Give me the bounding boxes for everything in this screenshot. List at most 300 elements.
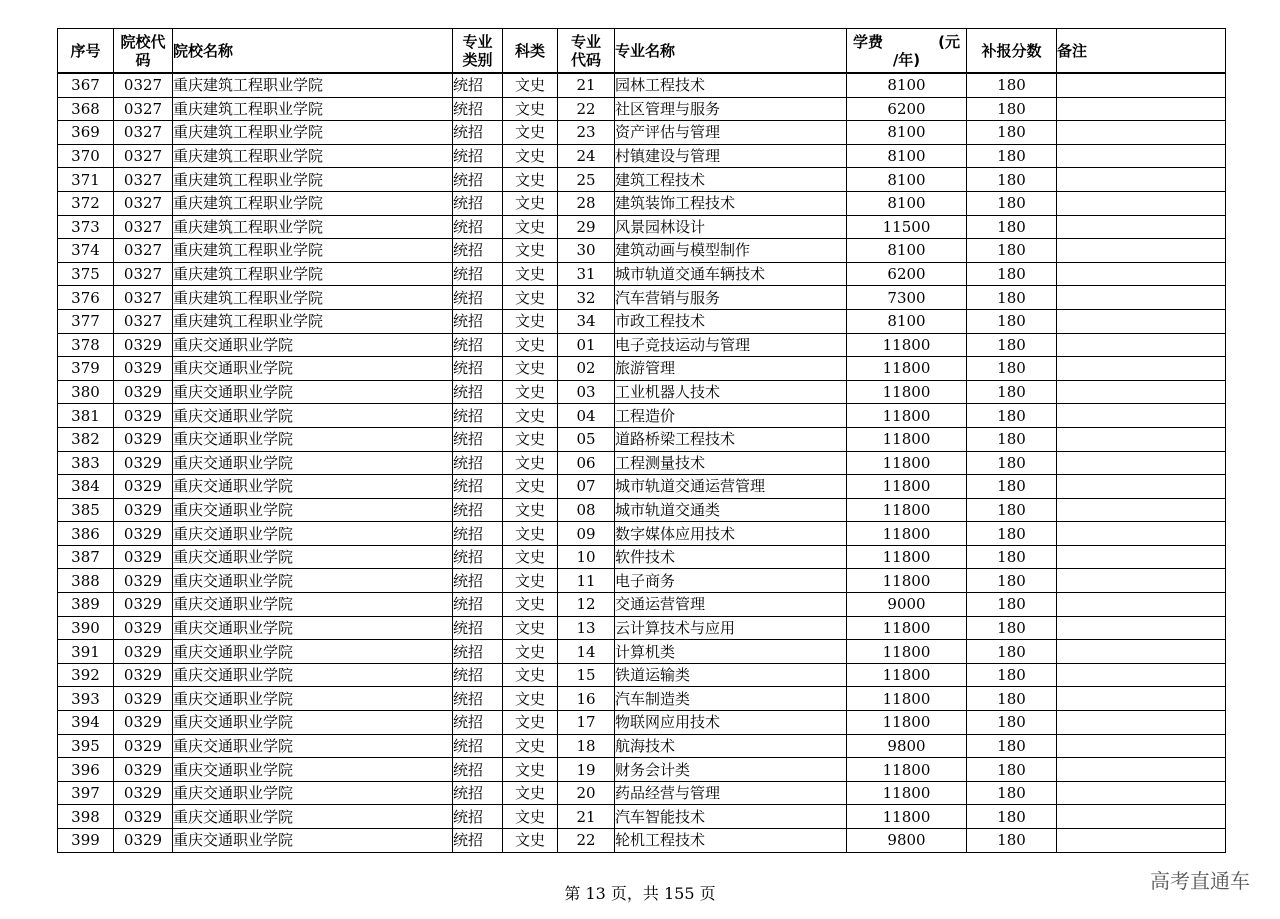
cell-major-code: 03: [558, 380, 615, 404]
table-row: [58, 475, 1226, 499]
table-row: [58, 191, 1226, 215]
cell-major-name: 物联网应用技术: [615, 711, 847, 735]
cell-remark: [1057, 475, 1226, 499]
cell-major-code: 12: [558, 593, 615, 617]
cell-seq: 391: [58, 640, 114, 664]
cell-subject: 文史: [503, 829, 558, 853]
cell-subject: 文史: [503, 475, 558, 499]
table-row: [58, 805, 1226, 829]
header-school-code-line2: 码: [135, 50, 151, 69]
cell-category: 统招: [453, 593, 503, 617]
cell-major-name: 交通运营管理: [615, 593, 847, 617]
cell-major-code: 22: [558, 829, 615, 853]
cell-major-code: 21: [558, 73, 615, 97]
cell-subject: 文史: [503, 380, 558, 404]
cell-subject: 文史: [503, 616, 558, 640]
table-row: [58, 734, 1226, 758]
cell-school-code: 0329: [114, 687, 173, 711]
cell-fee: 9800: [847, 734, 967, 758]
cell-school-name: 重庆交通职业学院: [173, 640, 453, 664]
cell-school-name: 重庆交通职业学院: [173, 404, 453, 428]
cell-remark: [1057, 73, 1226, 97]
cell-seq: 397: [58, 781, 114, 805]
cell-fee: 8100: [847, 73, 967, 97]
table-row: [58, 357, 1226, 381]
cell-fee: 11800: [847, 475, 967, 499]
table-row: [58, 144, 1226, 168]
table-row: [58, 663, 1226, 687]
cell-remark: [1057, 663, 1226, 687]
cell-category: 统招: [453, 309, 503, 333]
cell-seq: 367: [58, 73, 114, 97]
cell-school-name: 重庆交通职业学院: [173, 357, 453, 381]
cell-fee: 11800: [847, 569, 967, 593]
cell-seq: 398: [58, 805, 114, 829]
cell-school-name: 重庆交通职业学院: [173, 781, 453, 805]
cell-fee: 7300: [847, 286, 967, 310]
cell-remark: [1057, 758, 1226, 782]
cell-major-name: 铁道运输类: [615, 663, 847, 687]
cell-subject: 文史: [503, 498, 558, 522]
header-major-name: 专业名称: [615, 29, 847, 74]
cell-school-name: 重庆交通职业学院: [173, 805, 453, 829]
cell-subject: 文史: [503, 404, 558, 428]
header-major-code-line2: 代码: [570, 50, 601, 69]
header-major-code: [558, 29, 615, 74]
cell-score: 180: [967, 805, 1057, 829]
table-body: [58, 73, 1226, 852]
cell-score: 180: [967, 286, 1057, 310]
cell-category: 统招: [453, 73, 503, 97]
table-row: [58, 239, 1226, 263]
cell-subject: 文史: [503, 309, 558, 333]
cell-major-name: 风景园林设计: [615, 215, 847, 239]
cell-score: 180: [967, 121, 1057, 145]
cell-score: 180: [967, 498, 1057, 522]
cell-major-code: 18: [558, 734, 615, 758]
header-category-line2: 类别: [462, 50, 493, 69]
cell-school-code: 0327: [114, 144, 173, 168]
cell-remark: [1057, 239, 1226, 263]
cell-major-code: 08: [558, 498, 615, 522]
cell-fee: 11800: [847, 333, 967, 357]
cell-subject: 文史: [503, 73, 558, 97]
cell-seq: 383: [58, 451, 114, 475]
cell-score: 180: [967, 333, 1057, 357]
cell-major-name: 工程测量技术: [615, 451, 847, 475]
table-row: [58, 309, 1226, 333]
cell-remark: [1057, 215, 1226, 239]
table-row: [58, 73, 1226, 97]
cell-major-name: 计算机类: [615, 640, 847, 664]
cell-category: 统招: [453, 191, 503, 215]
cell-seq: 396: [58, 758, 114, 782]
cell-school-code: 0329: [114, 357, 173, 381]
cell-major-code: 02: [558, 357, 615, 381]
cell-category: 统招: [453, 498, 503, 522]
cell-major-name: 工业机器人技术: [615, 380, 847, 404]
cell-seq: 388: [58, 569, 114, 593]
cell-school-code: 0327: [114, 168, 173, 192]
cell-category: 统招: [453, 168, 503, 192]
cell-seq: 387: [58, 545, 114, 569]
cell-score: 180: [967, 73, 1057, 97]
cell-school-code: 0329: [114, 640, 173, 664]
cell-major-code: 14: [558, 640, 615, 664]
cell-subject: 文史: [503, 144, 558, 168]
cell-category: 统招: [453, 805, 503, 829]
cell-category: 统招: [453, 121, 503, 145]
cell-school-name: 重庆交通职业学院: [173, 451, 453, 475]
cell-school-name: 重庆交通职业学院: [173, 569, 453, 593]
cell-seq: 377: [58, 309, 114, 333]
cell-school-name: 重庆交通职业学院: [173, 333, 453, 357]
table-row: [58, 829, 1226, 853]
header-fee: [847, 29, 967, 74]
cell-remark: [1057, 545, 1226, 569]
header-remark: 备注: [1057, 29, 1226, 74]
cell-major-code: 24: [558, 144, 615, 168]
cell-school-name: 重庆交通职业学院: [173, 734, 453, 758]
cell-category: 统招: [453, 616, 503, 640]
cell-major-code: 20: [558, 781, 615, 805]
cell-school-name: 重庆建筑工程职业学院: [173, 97, 453, 121]
cell-seq: 380: [58, 380, 114, 404]
cell-subject: 文史: [503, 663, 558, 687]
cell-score: 180: [967, 829, 1057, 853]
cell-major-name: 旅游管理: [615, 357, 847, 381]
cell-score: 180: [967, 640, 1057, 664]
cell-fee: 11800: [847, 380, 967, 404]
table-row: [58, 545, 1226, 569]
cell-remark: [1057, 687, 1226, 711]
cell-category: 统招: [453, 781, 503, 805]
cell-remark: [1057, 829, 1226, 853]
cell-subject: 文史: [503, 569, 558, 593]
cell-fee: 11800: [847, 663, 967, 687]
cell-subject: 文史: [503, 121, 558, 145]
header-category-line1: 专业: [462, 32, 493, 51]
cell-subject: 文史: [503, 758, 558, 782]
cell-major-name: 城市轨道交通车辆技术: [615, 262, 847, 286]
cell-fee: 11800: [847, 687, 967, 711]
table-row: [58, 168, 1226, 192]
cell-fee: 11800: [847, 522, 967, 546]
cell-subject: 文史: [503, 333, 558, 357]
cell-score: 180: [967, 191, 1057, 215]
cell-school-code: 0329: [114, 475, 173, 499]
cell-category: 统招: [453, 333, 503, 357]
cell-major-code: 05: [558, 427, 615, 451]
cell-fee: 6200: [847, 262, 967, 286]
cell-seq: 392: [58, 663, 114, 687]
cell-score: 180: [967, 404, 1057, 428]
table-row: [58, 427, 1226, 451]
cell-subject: 文史: [503, 286, 558, 310]
cell-score: 180: [967, 357, 1057, 381]
header-subject: 科类: [503, 29, 558, 74]
cell-major-code: 22: [558, 97, 615, 121]
table-row: [58, 781, 1226, 805]
cell-major-name: 市政工程技术: [615, 309, 847, 333]
cell-subject: 文史: [503, 215, 558, 239]
cell-score: 180: [967, 309, 1057, 333]
table-row: [58, 498, 1226, 522]
cell-category: 统招: [453, 380, 503, 404]
cell-subject: 文史: [503, 781, 558, 805]
cell-school-name: 重庆交通职业学院: [173, 545, 453, 569]
cell-major-code: 07: [558, 475, 615, 499]
table-row: [58, 758, 1226, 782]
header-category: [453, 29, 503, 74]
cell-major-code: 09: [558, 522, 615, 546]
header-fee-unit-close: /年): [892, 50, 921, 69]
cell-school-code: 0329: [114, 758, 173, 782]
table-row: [58, 569, 1226, 593]
cell-seq: 379: [58, 357, 114, 381]
cell-subject: 文史: [503, 640, 558, 664]
cell-major-code: 28: [558, 191, 615, 215]
cell-category: 统招: [453, 357, 503, 381]
cell-seq: 390: [58, 616, 114, 640]
cell-fee: 11800: [847, 616, 967, 640]
cell-major-name: 数字媒体应用技术: [615, 522, 847, 546]
cell-major-code: 15: [558, 663, 615, 687]
cell-remark: [1057, 734, 1226, 758]
cell-major-code: 04: [558, 404, 615, 428]
header-score: 补报分数: [967, 29, 1057, 74]
cell-school-name: 重庆交通职业学院: [173, 593, 453, 617]
cell-fee: 9800: [847, 829, 967, 853]
cell-remark: [1057, 593, 1226, 617]
cell-remark: [1057, 309, 1226, 333]
cell-remark: [1057, 380, 1226, 404]
cell-school-name: 重庆建筑工程职业学院: [173, 262, 453, 286]
cell-remark: [1057, 286, 1226, 310]
cell-school-code: 0329: [114, 663, 173, 687]
cell-major-code: 11: [558, 569, 615, 593]
cell-remark: [1057, 97, 1226, 121]
cell-school-code: 0329: [114, 616, 173, 640]
cell-seq: 386: [58, 522, 114, 546]
cell-subject: 文史: [503, 805, 558, 829]
cell-seq: 373: [58, 215, 114, 239]
cell-score: 180: [967, 545, 1057, 569]
cell-seq: 368: [58, 97, 114, 121]
cell-school-code: 0327: [114, 262, 173, 286]
cell-major-name: 道路桥梁工程技术: [615, 427, 847, 451]
cell-major-name: 云计算技术与应用: [615, 616, 847, 640]
table-row: [58, 640, 1226, 664]
cell-category: 统招: [453, 569, 503, 593]
cell-score: 180: [967, 380, 1057, 404]
cell-remark: [1057, 121, 1226, 145]
cell-major-code: 19: [558, 758, 615, 782]
cell-subject: 文史: [503, 711, 558, 735]
cell-category: 统招: [453, 427, 503, 451]
cell-major-name: 电子竞技运动与管理: [615, 333, 847, 357]
cell-seq: 393: [58, 687, 114, 711]
cell-category: 统招: [453, 97, 503, 121]
cell-seq: 371: [58, 168, 114, 192]
cell-subject: 文史: [503, 262, 558, 286]
cell-school-name: 重庆交通职业学院: [173, 427, 453, 451]
cell-fee: 11500: [847, 215, 967, 239]
header-fee-unit-open: (元: [938, 32, 960, 51]
cell-subject: 文史: [503, 168, 558, 192]
cell-school-code: 0327: [114, 239, 173, 263]
cell-fee: 8100: [847, 191, 967, 215]
cell-seq: 369: [58, 121, 114, 145]
page-number: 第 13 页，共 155 页: [564, 884, 716, 903]
cell-category: 统招: [453, 758, 503, 782]
table-row: [58, 215, 1226, 239]
cell-major-code: 10: [558, 545, 615, 569]
cell-category: 统招: [453, 451, 503, 475]
table-row: [58, 333, 1226, 357]
cell-school-name: 重庆交通职业学院: [173, 380, 453, 404]
cell-major-name: 轮机工程技术: [615, 829, 847, 853]
admission-table: [57, 28, 1226, 853]
cell-score: 180: [967, 734, 1057, 758]
cell-category: 统招: [453, 687, 503, 711]
cell-subject: 文史: [503, 734, 558, 758]
cell-major-name: 园林工程技术: [615, 73, 847, 97]
cell-school-code: 0327: [114, 121, 173, 145]
table-row: [58, 286, 1226, 310]
table-row: [58, 687, 1226, 711]
table-row: [58, 262, 1226, 286]
cell-category: 统招: [453, 239, 503, 263]
cell-fee: 11800: [847, 805, 967, 829]
cell-fee: 6200: [847, 97, 967, 121]
header-school-code-line1: 院校代: [120, 32, 166, 51]
cell-major-name: 工程造价: [615, 404, 847, 428]
cell-remark: [1057, 191, 1226, 215]
cell-major-name: 建筑工程技术: [615, 168, 847, 192]
cell-major-code: 29: [558, 215, 615, 239]
cell-remark: [1057, 168, 1226, 192]
cell-seq: 372: [58, 191, 114, 215]
table-header-row: [58, 29, 1226, 74]
cell-major-name: 城市轨道交通类: [615, 498, 847, 522]
cell-school-code: 0329: [114, 380, 173, 404]
cell-category: 统招: [453, 711, 503, 735]
cell-school-code: 0329: [114, 734, 173, 758]
cell-fee: 11800: [847, 404, 967, 428]
table-row: [58, 380, 1226, 404]
cell-major-name: 汽车智能技术: [615, 805, 847, 829]
cell-score: 180: [967, 427, 1057, 451]
cell-remark: [1057, 144, 1226, 168]
cell-category: 统招: [453, 286, 503, 310]
cell-major-code: 23: [558, 121, 615, 145]
cell-major-name: 汽车营销与服务: [615, 286, 847, 310]
cell-school-name: 重庆建筑工程职业学院: [173, 239, 453, 263]
cell-school-code: 0329: [114, 829, 173, 853]
cell-subject: 文史: [503, 522, 558, 546]
table-row: [58, 593, 1226, 617]
cell-school-name: 重庆建筑工程职业学院: [173, 121, 453, 145]
cell-school-name: 重庆建筑工程职业学院: [173, 215, 453, 239]
cell-major-code: 06: [558, 451, 615, 475]
watermark-text: 高考直通车: [1150, 869, 1250, 893]
cell-subject: 文史: [503, 545, 558, 569]
cell-remark: [1057, 805, 1226, 829]
cell-major-code: 31: [558, 262, 615, 286]
cell-fee: 11800: [847, 498, 967, 522]
cell-school-name: 重庆建筑工程职业学院: [173, 309, 453, 333]
cell-category: 统招: [453, 144, 503, 168]
cell-major-name: 建筑动画与模型制作: [615, 239, 847, 263]
cell-seq: 381: [58, 404, 114, 428]
cell-remark: [1057, 640, 1226, 664]
cell-remark: [1057, 451, 1226, 475]
cell-category: 统招: [453, 545, 503, 569]
cell-major-name: 药品经营与管理: [615, 781, 847, 805]
cell-school-code: 0327: [114, 97, 173, 121]
cell-major-name: 城市轨道交通运营管理: [615, 475, 847, 499]
cell-major-name: 航海技术: [615, 734, 847, 758]
cell-major-code: 17: [558, 711, 615, 735]
cell-school-code: 0327: [114, 309, 173, 333]
cell-category: 统招: [453, 404, 503, 428]
cell-fee: 11800: [847, 781, 967, 805]
cell-major-name: 汽车制造类: [615, 687, 847, 711]
cell-category: 统招: [453, 215, 503, 239]
cell-school-name: 重庆交通职业学院: [173, 687, 453, 711]
cell-seq: 394: [58, 711, 114, 735]
cell-major-name: 资产评估与管理: [615, 121, 847, 145]
cell-category: 统招: [453, 663, 503, 687]
cell-remark: [1057, 711, 1226, 735]
cell-score: 180: [967, 522, 1057, 546]
cell-remark: [1057, 404, 1226, 428]
cell-remark: [1057, 522, 1226, 546]
cell-major-code: 13: [558, 616, 615, 640]
cell-fee: 9000: [847, 593, 967, 617]
cell-school-code: 0329: [114, 781, 173, 805]
cell-subject: 文史: [503, 593, 558, 617]
cell-school-code: 0329: [114, 711, 173, 735]
cell-category: 统招: [453, 640, 503, 664]
cell-fee: 8100: [847, 121, 967, 145]
cell-fee: 8100: [847, 168, 967, 192]
header-seq: 序号: [58, 29, 114, 74]
header-fee-label: 学费: [853, 32, 884, 51]
cell-seq: 384: [58, 475, 114, 499]
header-school-code: [114, 29, 173, 74]
cell-subject: 文史: [503, 357, 558, 381]
cell-score: 180: [967, 262, 1057, 286]
table-row: [58, 404, 1226, 428]
cell-school-code: 0327: [114, 73, 173, 97]
cell-school-name: 重庆建筑工程职业学院: [173, 73, 453, 97]
cell-school-code: 0329: [114, 333, 173, 357]
table-row: [58, 97, 1226, 121]
cell-school-name: 重庆交通职业学院: [173, 758, 453, 782]
cell-major-code: 32: [558, 286, 615, 310]
cell-school-code: 0327: [114, 286, 173, 310]
cell-seq: 370: [58, 144, 114, 168]
cell-fee: 8100: [847, 239, 967, 263]
cell-subject: 文史: [503, 687, 558, 711]
cell-major-code: 01: [558, 333, 615, 357]
cell-category: 统招: [453, 262, 503, 286]
cell-category: 统招: [453, 522, 503, 546]
cell-school-name: 重庆交通职业学院: [173, 663, 453, 687]
cell-school-code: 0329: [114, 522, 173, 546]
